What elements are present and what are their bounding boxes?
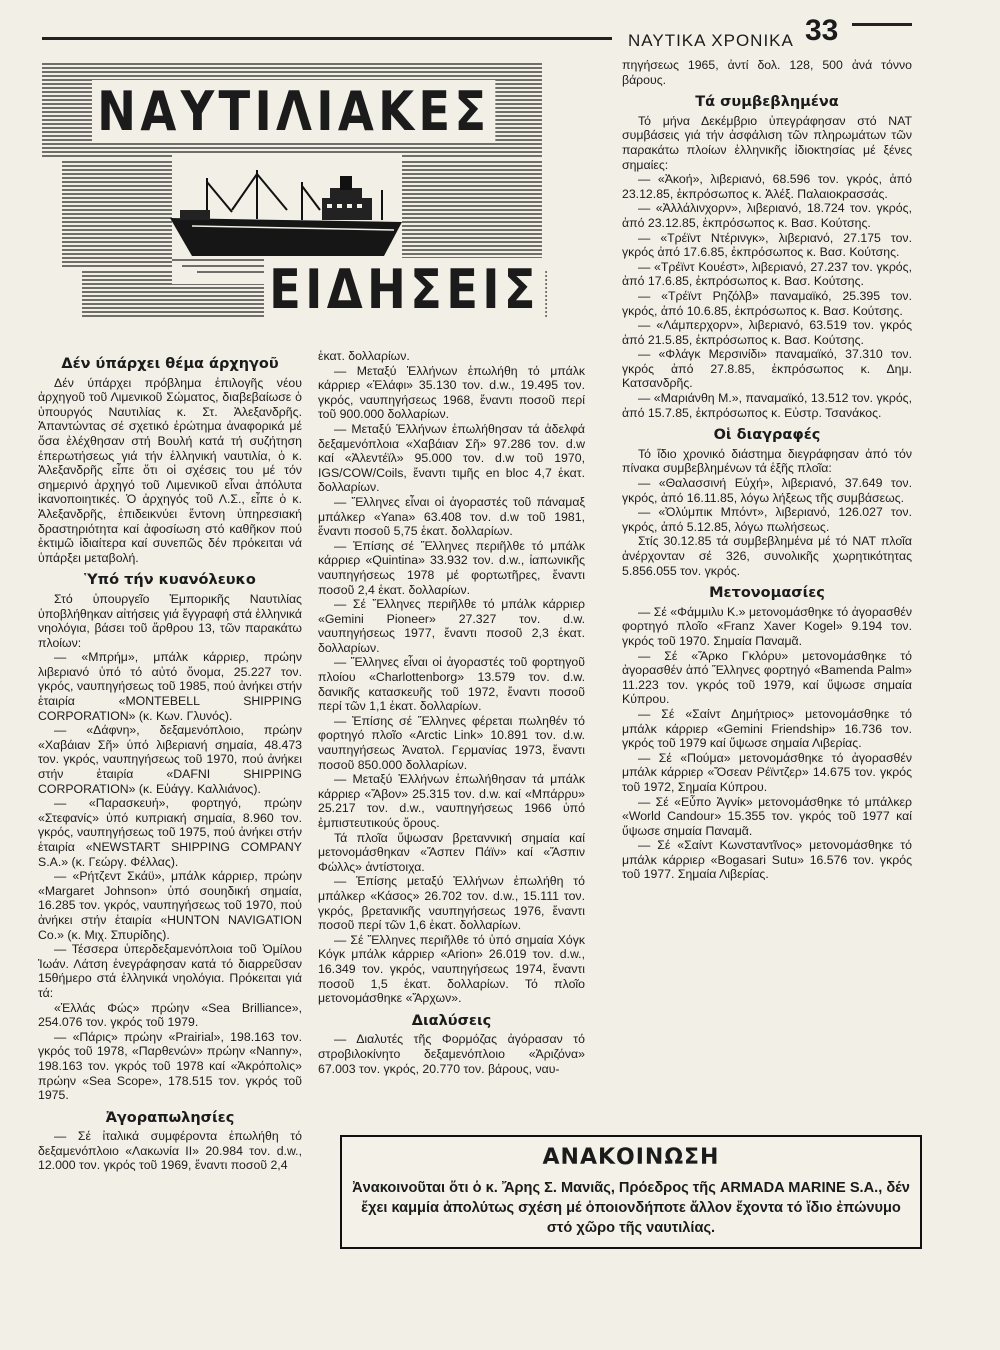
header-rule — [42, 37, 612, 40]
paragraph: — Σέ «Πούμα» μετονομάσθηκε τό ἀγορασθέν μπάλκ κάρριερ «Ὄσεαν Ρέϊντζερ» 14.675 τον. γκρός τοῦ 1972, Σημαία Κύπρου. — [622, 750, 912, 794]
announcement-box — [340, 1135, 922, 1249]
announcement-title: ΑΝΑΚΟΙΝΩΣΗ — [542, 1145, 720, 1170]
article-column-2 — [318, 349, 585, 1076]
section-heading: Διαλύσεις — [411, 1012, 492, 1029]
section-heading: Δέν ύπάρχει θέμα άρχηγοῦ — [61, 356, 279, 372]
paragraph: — Μεταξύ Ἑλλήνων ἐπωλήθη τό μπάλκ κάρριερ «Ἐλάφι» 35.130 τον. d.w., 19.495 τον. γκρός, ναυπηγήσεως 1968, ἔναντι ποσοῦ περί τοῦ 900.000 δολλαρίων. — [318, 363, 585, 422]
paragraph: «Ἑλλάς Φώς» πρώην «Sea Brilliance», 254.076 τον. γκρός τοῦ 1979. — [38, 1000, 302, 1030]
header-rule-right — [852, 23, 912, 26]
paragraph: — Σέ «Φάμμιλυ Κ.» μετονομάσθηκε τό ἀγορασθέν φορτηγό πλοῖο «Franz Xaver Kogel» 9.194 τον. γκρός τοῦ 1970. Σημαία Παναμᾶ. — [622, 604, 912, 648]
paragraph: — Σέ «Σαίντ Δημήτριος» μετονομάσθηκε τό μπάλκ κάρριερ «Gemini Friendship» 16.736 τον. γκρός τοῦ 1979 καί ὕψωσε σημαία Λιβερίας. — [622, 706, 912, 751]
masthead-word-bottom: ΕΙΔΗΣΕΙΣ — [264, 258, 545, 321]
paragraph: — «Μαριάνθη Μ.», παναμαϊκό, 13.512 τον. γκρός, ἀπό 15.7.85, ἐκπρόσωπος κ. Εὐστρ. Τσανάκος. — [622, 391, 912, 420]
article-column-3 — [622, 58, 912, 882]
paragraph: Τά πλοῖα ὕψωσαν βρεταννική σημαία καί μετονομάσθηκαν «Ἄσπεν Πάϊν» καί «Ἄσπιν Φώλλς» ἀντίστοιχα. — [318, 830, 585, 874]
paragraph: — Σέ Ἕλληνες περιῆλθε τό ὑπό σημαία Χόγκ Κόγκ μπάλκ κάρριερ «Arion» 26.019 τον. d.w., 16.349 τον. γκρός, ναυπηγήσεως 1974, ἔναντι ποσοῦ 1,5 ἑκατ. δολλαρίων. Τό πλοῖο μετονομάσθηκε «Ἄρχων». — [318, 932, 585, 1006]
paragraph: — Σέ «Σαίντ Κωνσταντῖνος» μετονομάσθηκε τό μπάλκ κάρριερ «Bogasari Sutu» 16.576 τον. γκρός τοῦ 1977. Σημαία Λιβερίας. — [622, 838, 912, 882]
paragraph: — Διαλυτές τῆς Φορμόζας ἀγόρασαν τό στροβιλοκίνητο δεξαμενόπλοιο «Ἀριζόνα» 67.003 τον. γκρός, 20.770 τον. βάρους, ναυ- — [318, 1032, 585, 1076]
paragraph: — «Τρέϊντ Κουέστ», λιβεριανό, 27.237 τον. γκρός, ἀπό 17.6.85, ἐκπρόσωπος κ. Βασ. Κούτσης. — [622, 259, 912, 289]
masthead-word-top: ΝΑΥΤΙΛΙΑΚΕΣ — [92, 80, 496, 143]
paragraph: — «Λάμπερχορν», λιβεριανό, 63.519 τον. γκρός ἀπό 21.5.85, ἐκπρόσωπος κ. Βασ. Κούτσης. — [622, 318, 912, 347]
section-heading: Ὑπό τήν κυανόλευκο — [84, 572, 256, 589]
paragraph: Τό ἴδιο χρονικό διάστημα διεγράφησαν ἀπό τόν πίνακα συμβεβλημένων τά ἑξῆς πλοῖα: — [622, 446, 912, 476]
paragraph: — Μεταξύ Ἑλλήνων ἐπωλήθησαν τά ἀδελφά δεξαμενόπλοια «Χαβάιαν Σῆ» 97.286 τον. d.w καί «Ἀλεντέϊλ» 95.000 τον. d.w τοῦ 1970, IGS/COW/Coils, ἔναντι τιμῆς en bloc 4,7 ἑκατ. δολλαρίων. — [318, 421, 585, 495]
paragraph: — Ἐπίσης σέ Ἕλληνες φέρεται πωληθέν τό φορτηγό πλοῖο «Arctic Link» 10.891 τον. d.w. ναυπηγήσεως Ἀνατολ. Γερμανίας 1973, ἔναντι ποσοῦ 850.000 δολλαρίων. — [318, 713, 585, 772]
paragraph: — «Ὀλύμπικ Μπόντ», λιβεριανό, 126.027 τον. γκρός, ἀπό 5.12.85, λόγω πωλήσεως. — [622, 505, 912, 534]
announcement-body: Ἀνακοινοῦται ὅτι ὁ κ. Ἄρης Σ. Μανιᾶς, Πρόεδρος τῆς ARMADA MARINE S.A., δέν ἔχει καμμία ἀπολύτως σχέση μέ ὁποιονδήποτε ἄλλον ἔχοντα τό ἴδιο ἐπώνυμο στό χῶρο τῆς ναυτιλίας. — [352, 1180, 910, 1236]
paragraph: — Σέ ἰταλικά συμφέροντα ἐπωλήθη τό δεξαμενόπλοιο «Λακωνία ΙΙ» 20.984 τον. d.w., 12.000 τον. γκρός τοῦ 1969, ἔναντι ποσοῦ 2,4 — [38, 1129, 302, 1173]
paragraph: Στό ὑπουργεῖο Ἐμπορικῆς Ναυτιλίας ὑποβλήθηκαν αἰτήσεις γιά ἔγγραφή στά ἑλληνικά νηολόγια, βάσει τοῦ ἄρθρου 13, τῶν παρακάτω πλοίων: — [38, 591, 302, 650]
paragraph: Τό μήνα Δεκέμβριο ὑπεγράφησαν στό ΝΑΤ συμβάσεις γιά τήν ἀσφάλιση τῶν πληρωμάτων τῶν παρακάτω πλοίων ἑλληνικῆς ἰδιοκτησίας μέ ξένες σημαίες: — [622, 113, 912, 172]
paragraph: — «Μπρήμ», μπάλκ κάρριερ, πρώην λιβεριανό ὑπό τό αὐτό ὄνομα, 25.227 τον. γκρός, ναυπηγήσεως τοῦ 1985, πού ἀνήκει στήν ἑταιρία «MONTEBELL SHIPPING CORPORATION» (κ. Κων. Γλυνός). — [38, 650, 302, 723]
paragraph: — «Θαλασσινή Εὐχή», λιβεριανό, 37.649 τον. γκρός, ἀπό 16.11.85, λόγω λήξεως τῆς συμβάσεως. — [622, 476, 912, 505]
paragraph: — «Ρήτζεντ Σκάϋ», μπάλκ κάρριερ, πρώην «Margaret Johnson» ὑπό σουηδική σημαία, 16.285 τον. γκρός, ναυπηγήσεως τοῦ 1970, πού ἀνήκει στήν ἑταιρία «HUNTON NAVIGATION Co.» (κ. Μιχ. Σπυρίδης). — [38, 869, 302, 942]
paragraph: — «Δάφνη», δεξαμενόπλοιο, πρώην «Χαβάιαν Σῆ» ὑπό λιβεριανή σημαία, 48.473 τον. γκρός, ναυπηγήσεως τοῦ 1970, πού ἀνήκει στήν ἑταιρία «DAFNI SHIPPING CORPORATION» (κ. Εὐάγγ. Καλλιάνος). — [38, 723, 302, 796]
paragraph: Δέν ύπάρχει πρόβλημα ἐπιλογῆς νέου ἀρχηγοῦ τοῦ Λιμενικοῦ Σώματος, διαβεβαίωσε ὁ ὑπουργός Ναυτιλίας κ. Στ. Ἀλεξανδρῆς. Ἀπαντώντας σέ σχετικό ἐρώτημα ἀναφορικά μέ ὅσα ἐλέχθησαν στή Βουλή κατά τή συζήτηση ἐπερωτήσεως γιά τήν ἑλληνική ναυτιλία, ὁ κ. Ἀλεξανδρῆς εἶπε ὅτι οἱ σχέσεις του μέ τόν σημερινό ἀρχηγό τοῦ Λιμενικοῦ εἶναι ἀπόλυτα ἱκανοποιητικές. Ὁ ἀρχηγός τοῦ Λ.Σ., εἶπε ὁ κ. Ἀλεξανδρῆς, ἐπιδεικνύει ἔντονη ὑπηρεσιακή δραστηριότητα καί ἀφοσίωση στό καθῆκον πού ἐκτιμῶ ἰδιαίτερα καί συνεπῶς δέν πρόκειται νά ὑπάρξει μεταβολή. — [38, 375, 302, 565]
section-heading: Τά συμβεβλημένα — [695, 94, 839, 111]
section-heading: Μετονομασίες — [709, 585, 825, 602]
paragraph: — «Φλάγκ Μερσινίδι» παναμαϊκό, 37.310 τον. γκρός ἀπό 27.8.85, ἐκπρόσωπος κ. Δημ. Κατσανδρῆς. — [622, 347, 912, 391]
paragraph: — Ἕλληνες εἶναι οἱ ἀγοραστές τοῦ φορτηγοῦ πλοίου «Charlottenborg» 13.579 τον. d.w. δανικῆς κατασκευῆς τοῦ 1972, ἔναντι ποσοῦ περί τῶν 1,1 ἑκατ. δολλαρίων. — [318, 655, 585, 714]
section-heading: Οἱ διαγραφές — [713, 427, 821, 444]
paragraph: — Ἐπίσης σέ Ἕλληνες περιῆλθε τό μπάλκ κάρριερ «Quintina» 33.932 τον. d.w., ἰαπωνικῆς ναυπηγήσεως 1978 μέ φορτωτῆρες, ἔναντι ποσοῦ 2,4 ἑκατ. δολλαρίων. — [318, 538, 585, 597]
publication-title: ΝΑΥΤΙΚΑ ΧΡΟΝΙΚΑ — [628, 31, 794, 50]
paragraph: — Σέ «Εὖπο Ἀγνίκ» μετονομάσθηκε τό μπάλκερ «World Candour» 15.355 τον. γκρός τοῦ 1977 καί ὕψωσε σημαία Παναμᾶ. — [622, 794, 912, 838]
paragraph: — «Τρέϊντ Ντέρινγκ», λιβεριανό, 27.175 τον. γκρός ἀπό 17.6.85, ἐκπρόσωπος κ. Βασ. Κούτσης. — [622, 230, 912, 260]
paragraph: ἑκατ. δολλαρίων. — [318, 349, 410, 363]
paragraph: Στίς 30.12.85 τά συμβεβλημένα μέ τό ΝΑΤ πλοῖα ἀνέρχονταν σέ 326, συνολικῆς χωρητικότητας 5.856.055 τον. γκρός. — [622, 534, 912, 578]
paragraph: — «Παρασκευή», φορτηγό, πρώην «Στεφανίς» ὑπό κυπριακή σημαία, 8.960 τον. γκρός, ναυπηγήσεως τοῦ 1975, πού ἀνήκει στήν ἑταιρία «NEWSTART SHIPPING COMPANY S.A.» (κ. Γεώργ. Φέλλας). — [38, 796, 302, 869]
paragraph: — Ἕλληνες εἶναι οἱ ἀγοραστές τοῦ πάναμαξ μπάλκερ «Yana» 63.408 τον. d.w τοῦ 1981, ἔναντι ποσοῦ 5,75 ἑκατ. δολλαρίων. — [318, 494, 585, 539]
section-masthead — [42, 58, 552, 353]
paragraph: — «Τρέϊντ Ρηζόλβ» παναμαϊκό, 25.395 τον. γκρός, ἀπό 10.6.85, ἐκπρόσωπος κ. Βασ. Κούτσης. — [622, 288, 912, 318]
paragraph: — Σέ Ἕλληνες περιῆλθε τό μπάλκ κάρριερ «Gemini Pioneer» 27.327 τον. d.w. ναυπηγήσεως 1977, ἔναντι ποσοῦ 2,3 ἑκατ. δολλαρίων. — [318, 597, 585, 655]
article-column-1 — [38, 349, 302, 1173]
paragraph: — Μεταξύ Ἑλλήνων ἐπωλήθησαν τά μπάλκ κάρριερ «Ἄβον» 25.315 τον. d.w. καί «Μπάρρυ» 25.217 τον. d.w., ναυπηγήσεως 1966 ὑπό ἐμπιστευτικούς ὅρους. — [318, 772, 585, 830]
paragraph: — Τέσσερα ὑπερδεξαμενόπλοια τοῦ Ὀμίλου Ἰωάν. Λάτση ἐνεγράφησαν κατά τό διαρρεῦσαν 15θήμερο στά ἑλληνικά νηολόγια. Πρόκειται γιά τά: — [38, 942, 302, 1000]
paragraph: — Ἐπίσης μεταξύ Ἑλλήνων ἐπωλήθη τό μπάλκερ «Κάσος» 26.702 τον. d.w., 15.111 τον. γκρός, βρετανικῆς ναυπηγήσεως 1976, ἔναντι ποσοῦ περί τῶν 1,6 ἑκατ. δολλαρίων. — [318, 874, 585, 933]
paragraph: — Σέ «Ἄρκο Γκλόρυ» μετονομάσθηκε τό ἀγορασθέν ἀπό Ἕλληνες φορτηγό «Bamenda Palm» 11.223 τον. γκρός τοῦ 1979, καί ὕψωσε σημαία Κύπρου. — [622, 648, 912, 707]
paragraph: — «Ἀλλάλινχορν», λιβεριανό, 18.724 τον. γκρός, ἀπό 23.12.85, ἐκπρόσωπος κ. Βασ. Κούτσης. — [622, 201, 912, 230]
paragraph: πηγήσεως 1965, ἀντί δολ. 128, 500 ἀνά τόννο βάρους. — [622, 58, 912, 87]
page-number: 33 — [805, 14, 839, 47]
paragraph: — «Ἀκοή», λιβεριανό, 68.596 τον. γκρός, ἀπό 23.12.85, ἐκπρόσωπος κ. Ἀλέξ. Παλαιοκρασσάς. — [622, 172, 912, 201]
paragraph: — «Πάρις» πρώην «Prairial», 198.163 τον. γκρός τοῦ 1978, «Παρθενών» πρώην «Nanny», 198.163 τον. γκρός τοῦ 1978 καί «Ἀκρόπολις» πρώην «Sea Scope», 178.515 τον. γκρός τοῦ 1975. — [38, 1029, 302, 1103]
section-heading: Ἀγοραπωλησίες — [105, 1109, 235, 1126]
